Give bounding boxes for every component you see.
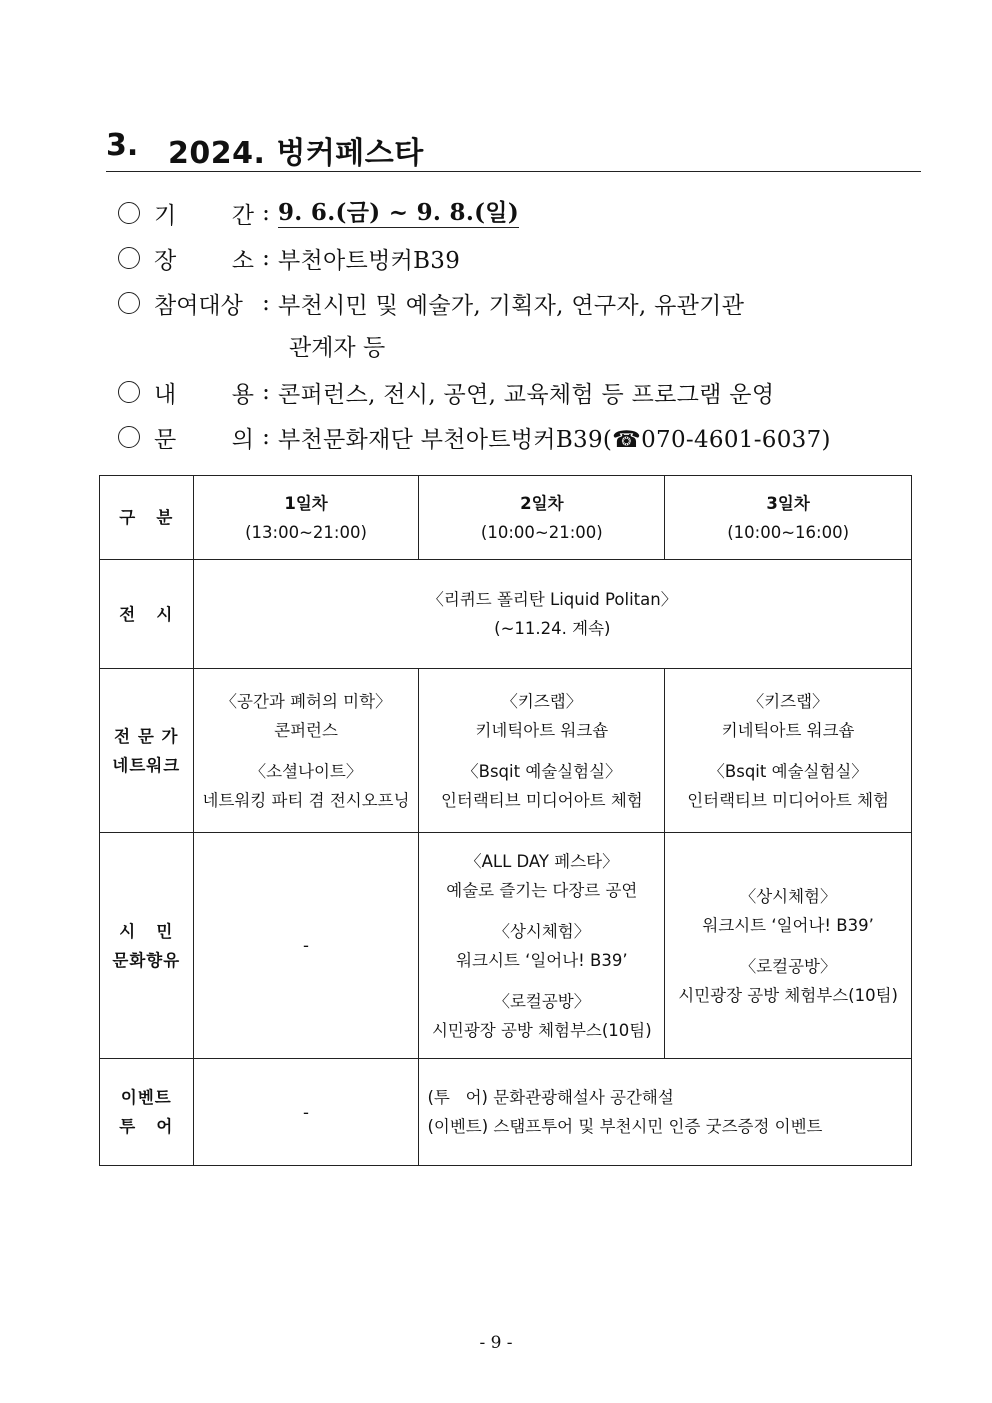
citizen-day1-cell: - bbox=[193, 833, 419, 1059]
info-value-venue: 부천아트벙커B39 bbox=[278, 247, 461, 274]
info-value-period: 9. 6.(금) ~ 9. 8.(일) bbox=[278, 198, 520, 226]
colon: : bbox=[262, 245, 270, 271]
colon: : bbox=[262, 200, 270, 226]
colon: : bbox=[262, 290, 270, 316]
circle-bullet-icon bbox=[118, 426, 140, 448]
table-row-exhibition bbox=[100, 560, 912, 669]
citizen-day2-cell: 〈ALL DAY 페스타〉 예술로 즐기는 다장르 공연 〈상시체험〉 워크시트 ‘일어나! B39’ 〈로컬공방〉 시민광장 공방 체험부스(10팀) bbox=[419, 833, 665, 1059]
row-label-event: 이벤트 투 어 bbox=[100, 1059, 194, 1166]
info-row-venue bbox=[118, 240, 460, 276]
info-value-contact: 부천문화재단 부천아트벙커B39(☎070-4601-6037) bbox=[278, 426, 831, 453]
section-title: 2024. 벙커페스타 bbox=[168, 136, 424, 171]
expert-day2-cell: 〈키즈랩〉 키네틱아트 워크숍 〈Bsqit 예술실험실〉 인터랙티브 미디어아트 체험 bbox=[419, 669, 665, 833]
info-label: 참여대상 bbox=[154, 292, 243, 319]
info-row-contact bbox=[118, 419, 831, 455]
info-row-content bbox=[118, 374, 774, 410]
header-label: 구 분 bbox=[100, 476, 194, 560]
expert-day1-cell: 〈공간과 폐허의 미학〉 콘퍼런스 〈소셜나이트〉 네트워킹 파티 겸 전시오프닝 bbox=[193, 669, 419, 833]
circle-bullet-icon bbox=[118, 292, 140, 314]
event-day1-cell: - bbox=[193, 1059, 419, 1166]
section-number: 3. bbox=[106, 128, 139, 163]
info-row-period bbox=[118, 195, 519, 231]
header-day3: 3일차 (10:00~16:00) bbox=[665, 476, 912, 560]
row-label-expert: 전 문 가 네트워크 bbox=[100, 669, 194, 833]
table-row-citizen bbox=[100, 833, 912, 1059]
table-header-row bbox=[100, 476, 912, 560]
info-label: 기 간 bbox=[154, 202, 254, 229]
table-row-event bbox=[100, 1059, 912, 1166]
info-value-participants: 부천시민 및 예술가, 기획자, 연구자, 유관기관 bbox=[278, 292, 745, 319]
circle-bullet-icon bbox=[118, 381, 140, 403]
circle-bullet-icon bbox=[118, 247, 140, 269]
schedule-table bbox=[99, 475, 912, 1166]
table-row-expert bbox=[100, 669, 912, 833]
info-label: 내 용 bbox=[154, 381, 254, 408]
expert-day3-cell: 〈키즈랩〉 키네틱아트 워크숍 〈Bsqit 예술실험실〉 인터랙티브 미디어아트 체험 bbox=[665, 669, 912, 833]
exhibition-cell: 〈리퀴드 폴리탄 Liquid Politan〉 (~11.24. 계속) bbox=[193, 560, 911, 669]
colon: : bbox=[262, 424, 270, 450]
citizen-day3-cell: 〈상시체험〉 워크시트 ‘일어나! B39’ 〈로컬공방〉 시민광장 공방 체험부스(10팀) bbox=[665, 833, 912, 1059]
circle-bullet-icon bbox=[118, 202, 140, 224]
event-days-cell: (투 어) 문화관광해설사 공간해설 (이벤트) 스탬프투어 및 부천시민 인증 굿즈증정 이벤트 bbox=[419, 1059, 912, 1166]
info-value-participants-cont: 관계자 등 bbox=[289, 335, 386, 361]
info-label: 장 소 bbox=[154, 247, 254, 274]
row-label-citizen: 시 민 문화향유 bbox=[100, 833, 194, 1059]
info-row-participants bbox=[118, 285, 744, 321]
header-day2: 2일차 (10:00~21:00) bbox=[419, 476, 665, 560]
section-heading bbox=[106, 128, 921, 172]
row-label-exhibition: 전 시 bbox=[100, 560, 194, 669]
header-day1: 1일차 (13:00~21:00) bbox=[193, 476, 419, 560]
colon: : bbox=[262, 379, 270, 405]
page-number: - 9 - bbox=[479, 1333, 513, 1353]
info-label: 문 의 bbox=[154, 426, 254, 453]
info-value-content: 콘퍼런스, 전시, 공연, 교육체험 등 프로그램 운영 bbox=[278, 381, 775, 408]
